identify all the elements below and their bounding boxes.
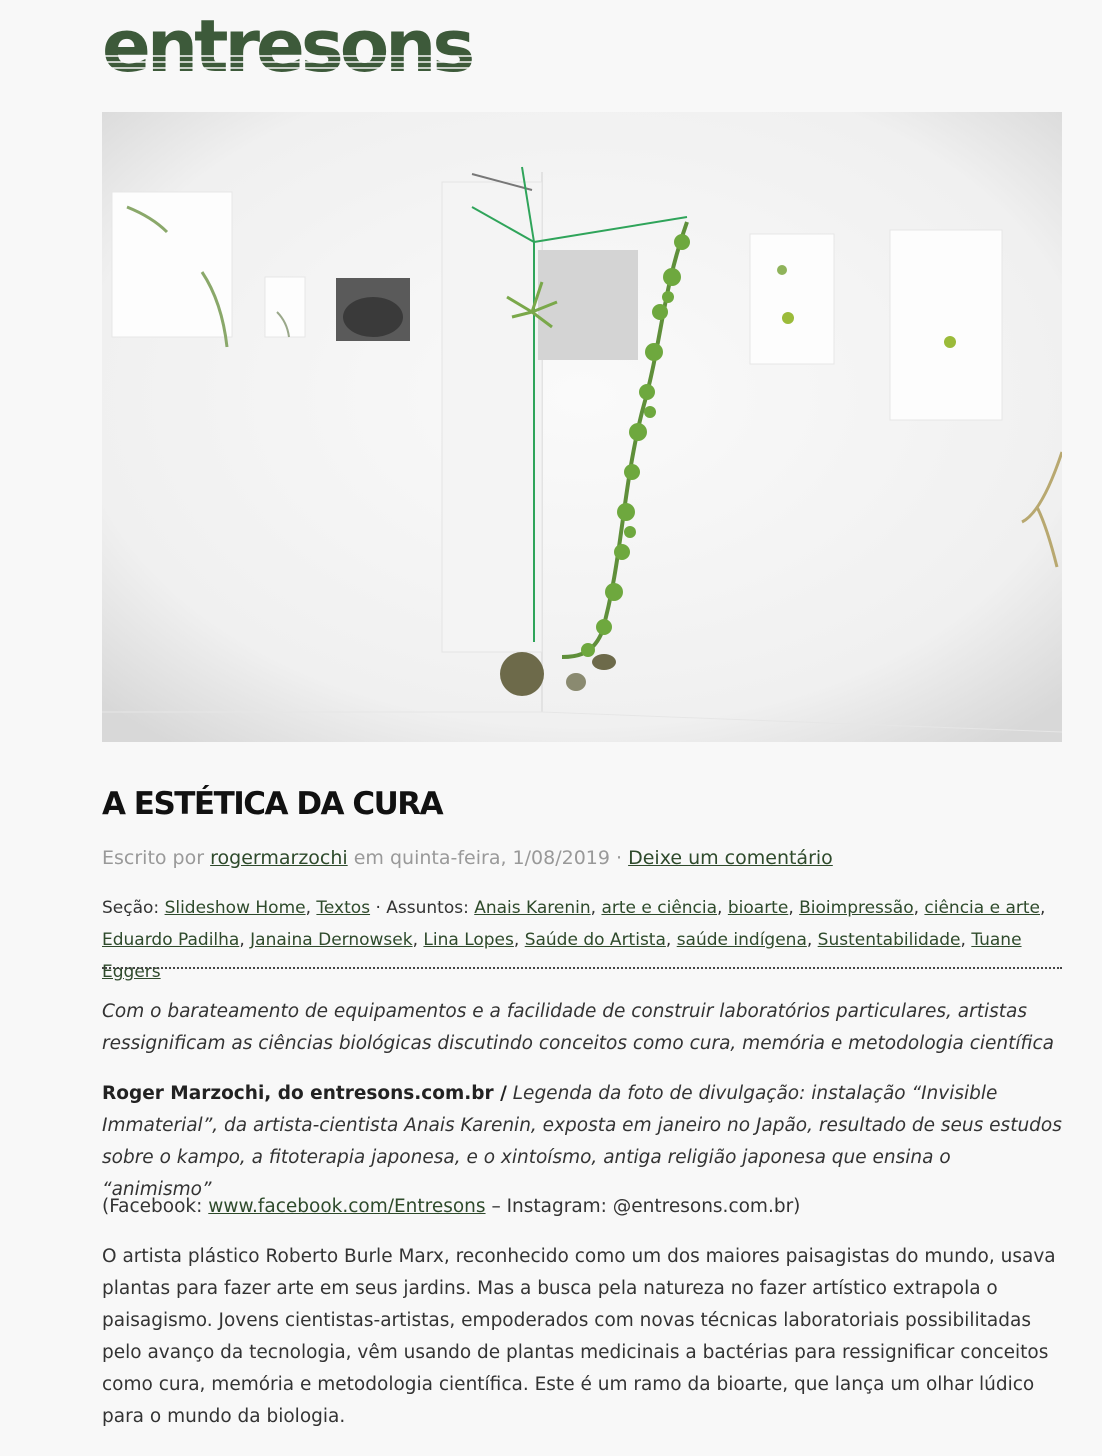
post-byline (102, 847, 833, 869)
subject-link[interactable]: arte e ciência (601, 898, 718, 918)
site-logo[interactable] (102, 4, 552, 88)
section-label: Seção: (102, 898, 160, 918)
hero-image[interactable] (102, 112, 1062, 742)
byline-prefix: Escrito por (102, 847, 205, 869)
subject-link[interactable]: bioarte (727, 898, 789, 918)
post-title: A ESTÉTICA DA CURA (102, 786, 443, 822)
post-lead: Com o barateamento de equipamentos e a facilidade de construir laboratórios particulares, artistas ressignificam as ciências biológicas discutindo conceitos como cura, memória e metodologia científica (102, 1001, 1055, 1054)
subject-link[interactable]: Lina Lopes (423, 930, 514, 950)
body-paragraph: O artista plástico Roberto Burle Marx, reconhecido como um dos maiores paisagistas do mundo, usava plantas para fazer arte em seus jardins. Mas a busca pela natureza no fazer artístico extrapola o paisagismo. Jovens cientistas-artistas, empoderados com novas técnicas laboratoriais possibilitadas pelo avanço da tecnologia, vêm usando de plantas medicinais a bactérias para ressignificar conceitos como cura, memória e metodologia científica. Este é um ramo da bioarte, que lança um olhar lúdico para o mundo da biologia. (102, 1246, 1056, 1427)
post-taxonomy: Seção: Slideshow Home, Textos · Assuntos: Anais Karenin, arte e ciência, bioarte, Bioimpressão, ciência e arte, Eduardo Padilha, Janaina Dernowsek, Lina Lopes, Saúde do Artista, saúde indígena, Sustentabilidade, Tuane Eggers (102, 898, 1046, 982)
subject-link[interactable]: ciência e arte (924, 898, 1040, 918)
subject-link[interactable]: Tuane Eggers (102, 930, 1022, 982)
site-logo-text: entresons (102, 4, 472, 88)
author-link[interactable]: rogermarzochi (210, 847, 348, 869)
section-link[interactable]: Textos (316, 898, 371, 918)
social-links (102, 1191, 1062, 1223)
photo-caption: Legenda da foto de divulgação: instalação “Invisible Immaterial”, da artista-cientista Anais Karenin, exposta em janeiro no Japão, resultado de seus estudos sobre o kampo, a fitoterapia japonesa, e o xintoísmo, antiga religião japonesa que ensina o “animismo” (102, 1083, 1062, 1200)
subject-link[interactable]: Sustentabilidade (817, 930, 961, 950)
photo-credit (102, 1078, 1062, 1206)
exhibition-photo (102, 112, 1062, 742)
subject-link[interactable]: Anais Karenin (474, 898, 591, 918)
facebook-link[interactable]: www.facebook.com/Entresons (208, 1196, 486, 1217)
subject-link[interactable]: Saúde do Artista (524, 930, 666, 950)
subject-link[interactable]: Janaina Dernowsek (250, 930, 413, 950)
credit-author: Roger Marzochi, do entresons.com.br / (102, 1083, 507, 1104)
byline-date: em quinta-feira, 1/08/2019 · (353, 847, 623, 869)
subject-link[interactable]: saúde indígena (676, 930, 807, 950)
subjects-label: · Assuntos: (375, 898, 469, 918)
social-prefix: (Facebook: (102, 1196, 203, 1217)
dotted-divider (102, 967, 1062, 969)
section-link[interactable]: Slideshow Home (164, 898, 306, 918)
subject-link[interactable]: Eduardo Padilha (102, 930, 240, 950)
leave-comment-link[interactable]: Deixe um comentário (628, 847, 833, 869)
social-suffix: – Instagram: @entresons.com.br) (491, 1196, 801, 1217)
subject-link[interactable]: Bioimpressão (799, 898, 914, 918)
